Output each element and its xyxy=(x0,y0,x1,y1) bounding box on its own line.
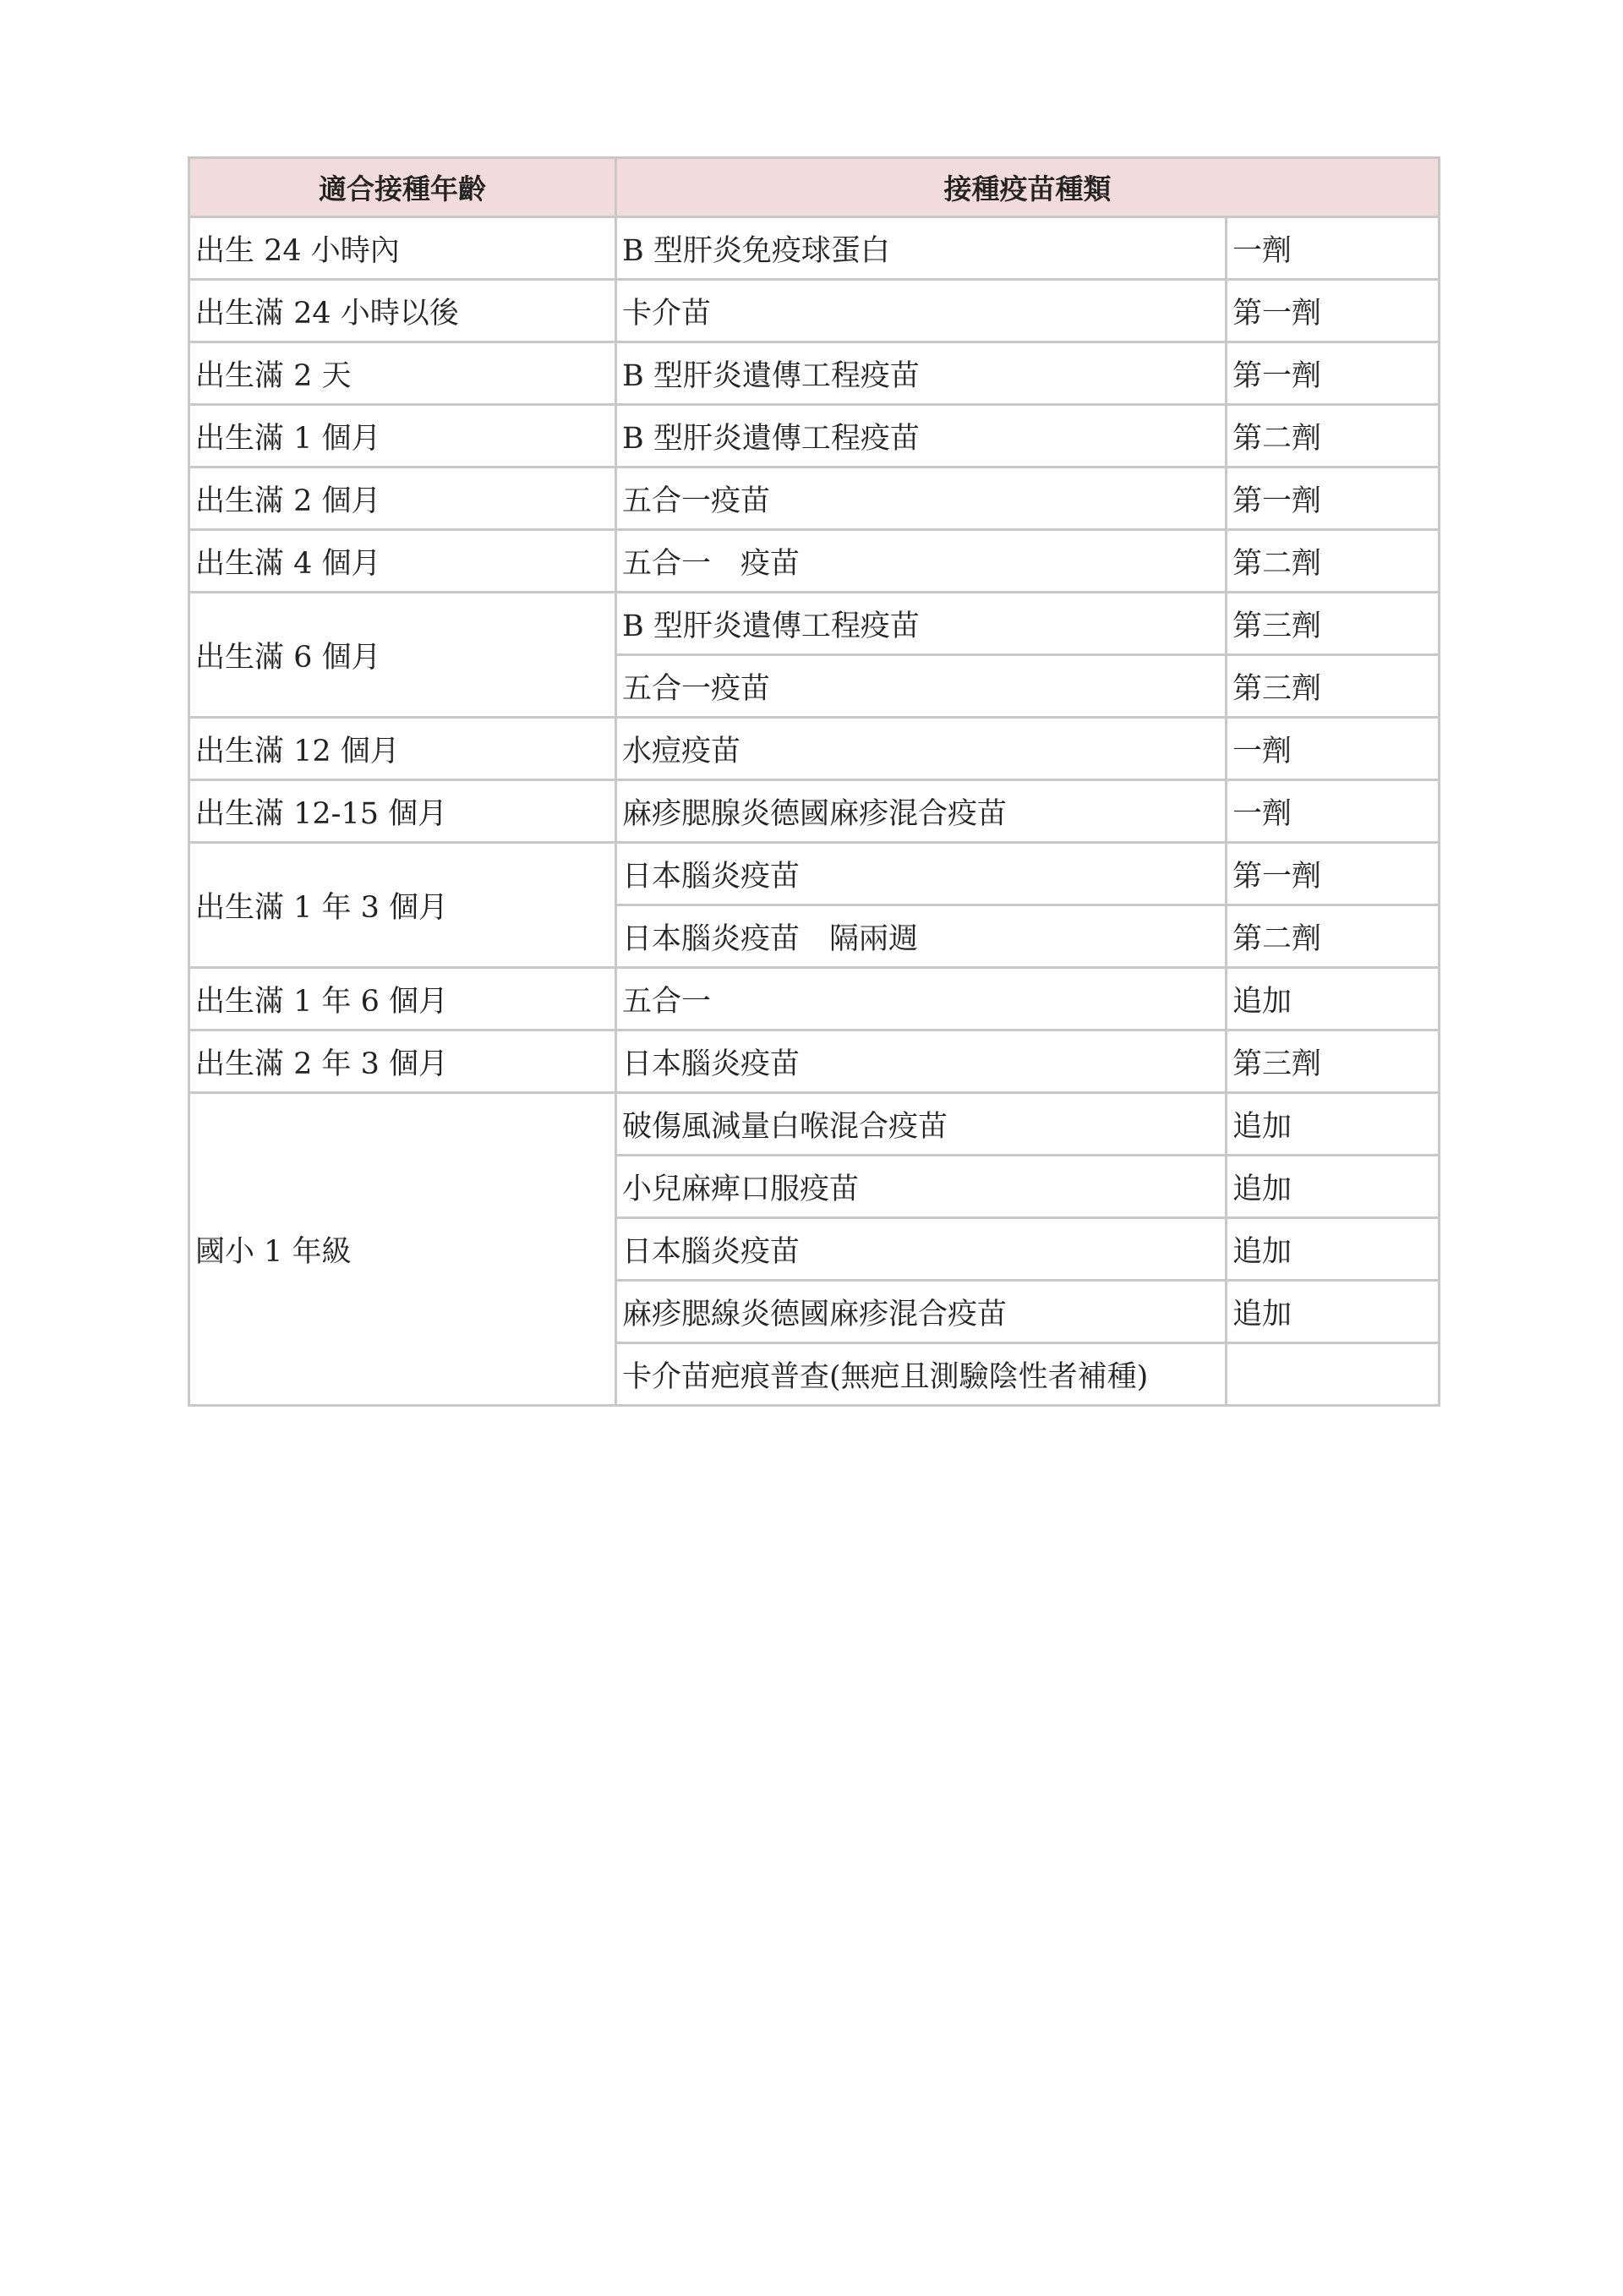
dose-cell: 第三劑 xyxy=(1227,1030,1440,1093)
age-cell: 出生滿 6 個月 xyxy=(189,593,616,718)
dose-cell xyxy=(1227,1343,1440,1406)
dose-cell: 第一劑 xyxy=(1227,342,1440,405)
table-row xyxy=(189,843,1440,905)
age-cell: 出生滿 4 個月 xyxy=(189,530,616,593)
vaccine-cell: B 型肝炎遺傳工程疫苗 xyxy=(616,593,1227,655)
dose-cell: 一劑 xyxy=(1227,780,1440,843)
age-cell: 出生滿 2 天 xyxy=(189,342,616,405)
vaccine-cell: 小兒麻痺口服疫苗 xyxy=(616,1156,1227,1218)
table-row xyxy=(189,217,1440,280)
vaccine-column-header: 接種疫苗種類 xyxy=(616,158,1440,217)
table-header-row xyxy=(189,158,1440,217)
vaccine-cell: B 型肝炎免疫球蛋白 xyxy=(616,217,1227,280)
dose-cell: 第三劑 xyxy=(1227,655,1440,718)
table-row xyxy=(189,593,1440,655)
dose-cell: 第一劑 xyxy=(1227,280,1440,342)
vaccine-cell: 麻疹腮腺炎德國麻疹混合疫苗 xyxy=(616,780,1227,843)
table-row xyxy=(189,467,1440,530)
age-cell: 出生滿 2 個月 xyxy=(189,467,616,530)
vaccine-cell: 五合一疫苗 xyxy=(616,655,1227,718)
dose-cell: 一劑 xyxy=(1227,217,1440,280)
dose-cell: 追加 xyxy=(1227,1093,1440,1156)
vaccine-cell: 五合一 xyxy=(616,968,1227,1030)
table-row xyxy=(189,1030,1440,1093)
vaccine-cell: 日本腦炎疫苗 xyxy=(616,843,1227,905)
vaccine-cell: 日本腦炎疫苗 xyxy=(616,1030,1227,1093)
age-cell: 出生滿 1 年 6 個月 xyxy=(189,968,616,1030)
vaccine-cell: 水痘疫苗 xyxy=(616,718,1227,780)
vaccine-cell: 卡介苗疤痕普查(無疤且測驗陰性者補種) xyxy=(616,1343,1227,1406)
table-row xyxy=(189,405,1440,467)
dose-cell: 追加 xyxy=(1227,968,1440,1030)
age-column-header: 適合接種年齡 xyxy=(189,158,616,217)
vaccination-schedule-table xyxy=(188,156,1440,1407)
age-cell: 出生滿 12-15 個月 xyxy=(189,780,616,843)
table-row xyxy=(189,342,1440,405)
dose-cell: 追加 xyxy=(1227,1218,1440,1281)
age-cell: 國小 1 年級 xyxy=(189,1093,616,1406)
dose-cell: 第三劑 xyxy=(1227,593,1440,655)
dose-cell: 第二劑 xyxy=(1227,530,1440,593)
table-row xyxy=(189,780,1440,843)
table-row xyxy=(189,968,1440,1030)
table-row xyxy=(189,280,1440,342)
table-row xyxy=(189,1093,1440,1156)
vaccine-cell: 卡介苗 xyxy=(616,280,1227,342)
dose-cell: 追加 xyxy=(1227,1156,1440,1218)
dose-cell: 追加 xyxy=(1227,1281,1440,1343)
table-row xyxy=(189,530,1440,593)
dose-cell: 一劑 xyxy=(1227,718,1440,780)
vaccine-cell: 五合一疫苗 xyxy=(616,467,1227,530)
dose-cell: 第二劑 xyxy=(1227,405,1440,467)
age-cell: 出生滿 2 年 3 個月 xyxy=(189,1030,616,1093)
vaccine-cell: 麻疹腮線炎德國麻疹混合疫苗 xyxy=(616,1281,1227,1343)
table-row xyxy=(189,718,1440,780)
age-cell: 出生滿 24 小時以後 xyxy=(189,280,616,342)
vaccine-cell: B 型肝炎遺傳工程疫苗 xyxy=(616,405,1227,467)
dose-cell: 第二劑 xyxy=(1227,905,1440,968)
age-cell: 出生滿 1 年 3 個月 xyxy=(189,843,616,968)
age-cell: 出生滿 12 個月 xyxy=(189,718,616,780)
dose-cell: 第一劑 xyxy=(1227,467,1440,530)
age-cell: 出生滿 1 個月 xyxy=(189,405,616,467)
age-cell: 出生 24 小時內 xyxy=(189,217,616,280)
vaccine-cell: 日本腦炎疫苗 xyxy=(616,1218,1227,1281)
vaccine-cell: B 型肝炎遺傳工程疫苗 xyxy=(616,342,1227,405)
dose-cell: 第一劑 xyxy=(1227,843,1440,905)
vaccine-cell: 日本腦炎疫苗 隔兩週 xyxy=(616,905,1227,968)
vaccine-cell: 破傷風減量白喉混合疫苗 xyxy=(616,1093,1227,1156)
vaccine-cell: 五合一 疫苗 xyxy=(616,530,1227,593)
